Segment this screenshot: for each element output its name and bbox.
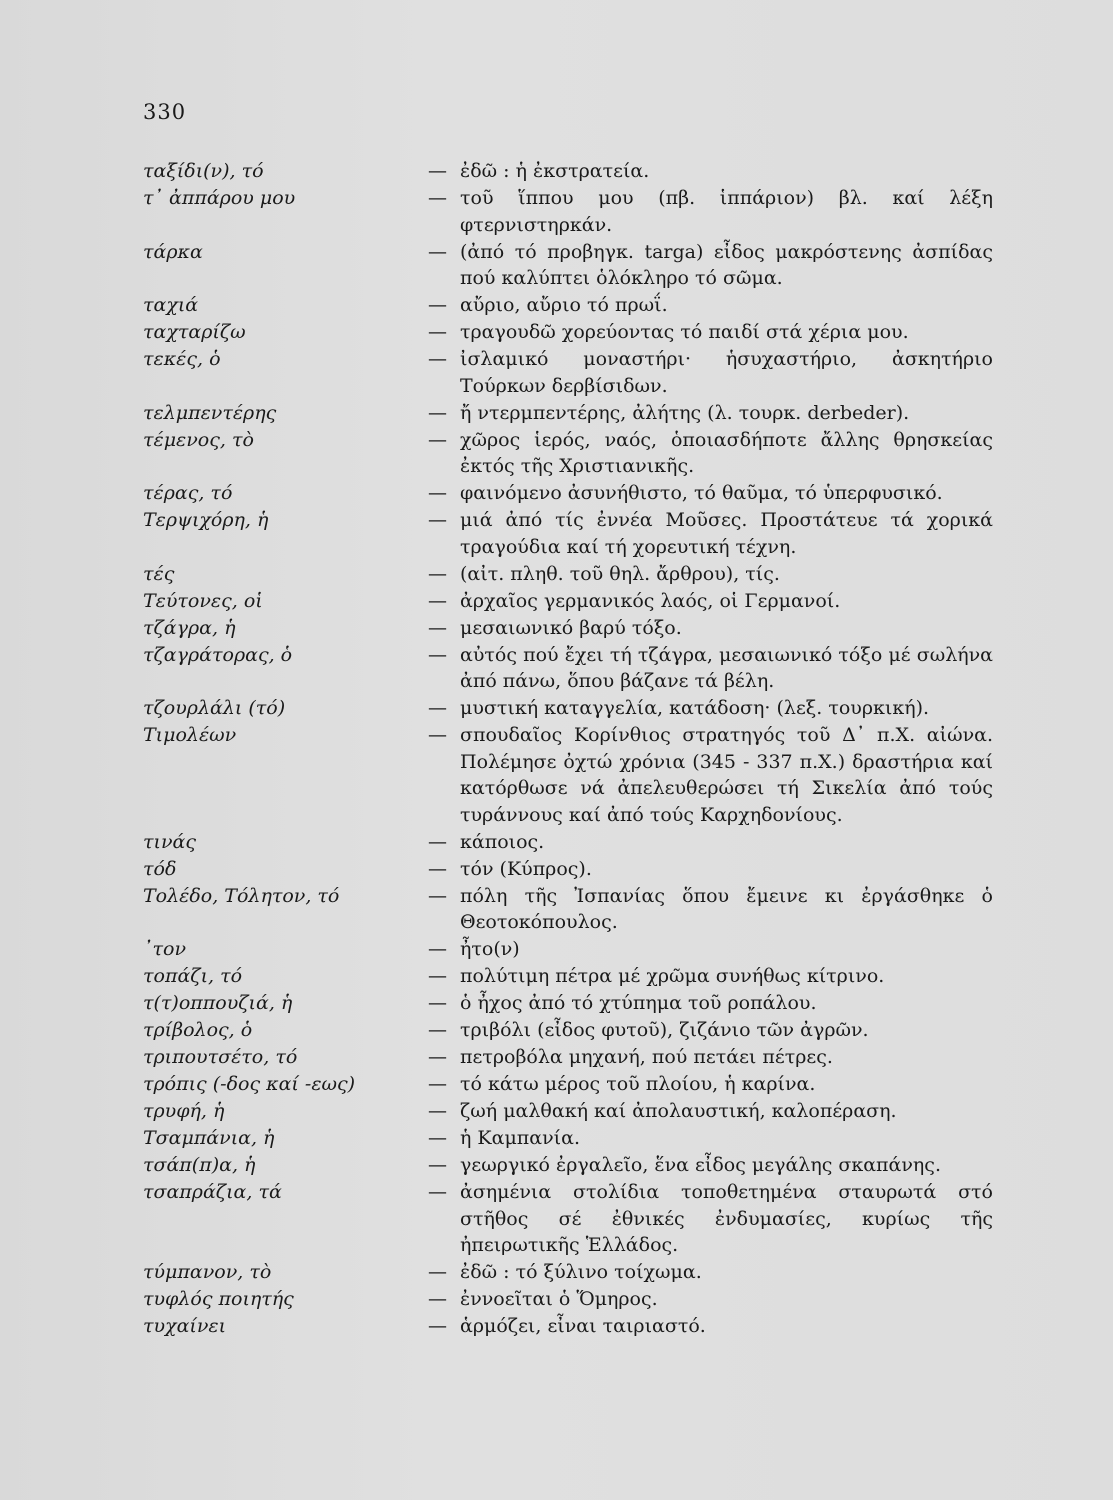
em-dash: — [428,428,447,451]
glossary-definition: χῶρος ἱερός, ναός, ὁποιασδήποτε ἄλλης θρησκείας ἐκτός τῆς Χριστιανικῆς. [460,428,993,477]
glossary-definition: ὁ ἦχος ἀπό τό χτύπημα τοῦ ροπάλου. [460,992,817,1014]
em-dash: — [428,482,447,504]
glossary-definition: κάποιος. [460,830,545,853]
glossary-entry [143,158,993,185]
glossary-definition: μιά ἀπό τίς ἐννέα Μοῦσες. Προστάτευε τά χορικά τραγούδια καί τή χορευτική τέχνη. [460,509,993,558]
glossary-term: τοπάζι, τό [143,965,243,987]
glossary-entry [143,1044,993,1071]
glossary-entry [143,615,993,642]
em-dash: — [428,857,447,880]
em-dash: — [428,187,447,209]
glossary-definition: ἰσλαμικό μοναστήρι· ἡσυχαστήριο, ἀσκητήριο Τούρκων δερβίσιδων. [460,348,993,397]
glossary-definition: τόν (Κύπρος). [460,857,592,880]
em-dash: — [428,1181,447,1203]
glossary-term: τυφλός ποιητής [143,1288,294,1310]
em-dash: — [428,1073,447,1095]
glossary-entry [143,507,993,560]
glossary-entry [143,239,993,292]
glossary-entry [143,856,993,883]
glossary-term: τέμενος, τὸ [143,428,254,451]
glossary-definition: ἁρμόζει, εἶναι ταιριαστό. [460,1315,706,1337]
em-dash: — [428,1100,447,1122]
glossary-entry [143,1286,993,1313]
glossary-term: τόδ [143,857,177,880]
em-dash: — [428,965,447,987]
glossary-entry [143,480,993,507]
glossary-definition: ἀρχαῖος γερμανικός λαός, οἱ Γερμανοί. [460,589,841,612]
glossary-entry [143,1259,993,1286]
em-dash: — [428,562,447,585]
glossary-term: τύμπανον, τὸ [143,1261,272,1283]
em-dash: — [428,1288,447,1310]
em-dash: — [428,1046,447,1068]
glossary-entry [143,829,993,856]
em-dash: — [428,992,447,1014]
glossary-definition: (αἰτ. πληθ. τοῦ θηλ. ἄρθρου), τίς. [460,562,780,585]
glossary-entry [143,1098,993,1125]
em-dash: — [428,724,447,746]
glossary-definition: ἐδῶ : τό ξύλινο τοίχωμα. [460,1261,702,1283]
em-dash: — [428,240,447,263]
glossary-term: τριπουτσέτο, τό [143,1046,298,1068]
glossary-entry [143,1313,993,1340]
glossary-term: τεκές, ὁ [143,348,221,370]
glossary-term: τζουρλάλι (τό) [143,697,286,719]
glossary-term: τάρκα [143,240,203,263]
em-dash: — [428,321,447,343]
glossary-entry [143,292,993,319]
glossary-term: τρυφή, ἡ [143,1100,225,1122]
glossary-term: ταξίδι(ν), τό [143,160,264,182]
glossary-entry [143,642,993,695]
glossary-term: τσαπράζια, τά [143,1181,282,1203]
glossary-entry [143,990,993,1017]
em-dash: — [428,1019,447,1041]
glossary-term: Τεύτονες, οἱ [143,589,263,612]
glossary-term: τ(τ)οππουζιά, ἡ [143,992,293,1014]
page-number: 330 [143,100,187,124]
glossary-definition: φαινόμενο ἀσυνήθιστο, τό θαῦμα, τό ὑπερφυσικό. [460,482,943,504]
em-dash: — [428,643,447,666]
glossary-definition: πετροβόλα μηχανή, πού πετάει πέτρες. [460,1046,833,1068]
glossary-definition: αὐτός πού ἔχει τή τζάγρα, μεσαιωνικό τόξο μέ σωλήνα ἀπό πάνω, ὅπου βάζανε τά βέλη. [460,643,993,692]
glossary-entry [143,695,993,722]
glossary-definition: τό κάτω μέρος τοῦ πλοίου, ἡ καρίνα. [460,1073,816,1095]
glossary-definition: ἦτο(ν) [460,938,520,960]
glossary-term: Τσαμπάνια, ἡ [143,1127,275,1149]
glossary-term: τές [143,562,175,585]
em-dash: — [428,830,447,853]
glossary-term: Τολέδο, Τόλητον, τό [143,884,340,907]
glossary-list [143,158,993,1340]
glossary-entry [143,883,993,936]
glossary-term: ᾽τον [143,938,187,960]
em-dash: — [428,697,447,719]
em-dash: — [428,1154,447,1176]
glossary-term: Τερψιχόρη, ἡ [143,509,269,531]
glossary-definition: τραγουδῶ χορεύοντας τό παιδί στά χέρια μου. [460,321,909,343]
glossary-entry [143,1152,993,1179]
glossary-definition: πολύτιμη πέτρα μέ χρῶμα συνήθως κίτρινο. [460,965,885,987]
glossary-definition: τοῦ ἵππου μου (πβ. ἱππάριον) βλ. καί λέξη φτερνιστηρκάν. [460,187,993,236]
glossary-definition: ζωή μαλθακή καί ἀπολαυστική, καλοπέραση. [460,1100,897,1122]
em-dash: — [428,1127,447,1149]
glossary-entry [143,1017,993,1044]
glossary-entry [143,1179,993,1259]
glossary-definition: ἐννοεῖται ὁ Ὅμηρος. [460,1288,658,1310]
em-dash: — [428,616,447,639]
glossary-term: τσάπ(π)α, ἡ [143,1154,256,1176]
glossary-definition: μυστική καταγγελία, κατάδοση· (λεξ. τουρκική). [460,697,930,719]
em-dash: — [428,160,447,182]
glossary-entry [143,561,993,588]
glossary-entry [143,319,993,346]
glossary-entry [143,722,993,828]
glossary-entry [143,427,993,480]
glossary-definition: γεωργικό ἐργαλεῖο, ἕνα εἶδος μεγάλης σκαπάνης. [460,1154,941,1176]
em-dash: — [428,938,447,960]
em-dash: — [428,294,447,316]
glossary-definition: ἤ ντερμπεντέρης, ἀλήτης (λ. τουρκ. derbeder). [460,401,910,424]
glossary-term: τρόπις (-δος καί -εως) [143,1073,356,1095]
em-dash: — [428,401,447,424]
glossary-definition: αὔριο, αὔριο τό πρωΐ. [460,294,668,316]
glossary-entry [143,936,993,963]
glossary-entry [143,400,993,427]
em-dash: — [428,348,447,370]
glossary-definition: πόλη τῆς Ἰσπανίας ὅπου ἔμεινε κι ἐργάσθηκε ὁ Θεοτοκόπουλος. [460,884,993,933]
glossary-term: τζαγράτορας, ὁ [143,643,293,666]
em-dash: — [428,1315,447,1337]
glossary-entry [143,1071,993,1098]
glossary-entry [143,1125,993,1152]
glossary-term: ταχταρίζω [143,321,246,343]
glossary-definition: ἡ Καμπανία. [460,1127,580,1149]
glossary-entry [143,963,993,990]
em-dash: — [428,509,447,531]
glossary-definition: (ἀπό τό προβηγκ. targa) εἶδος μακρόστενης ἀσπίδας πού καλύπτει ὁλόκληρο τό σῶμα. [460,240,993,289]
glossary-definition: ἀσημένια στολίδια τοποθετημένα σταυρωτά στό στῆθος σέ ἐθνικές ἐνδυμασίες, κυρίως τῆς ἠπειρωτικῆς Ἑλλάδος. [460,1181,993,1256]
glossary-entry [143,185,993,238]
glossary-entry [143,588,993,615]
glossary-term: ταχιά [143,294,199,316]
glossary-term: τέρας, τό [143,482,233,504]
glossary-term: τ᾽ ἀππάρου μου [143,187,296,209]
em-dash: — [428,884,447,907]
glossary-term: τυχαίνει [143,1315,227,1337]
glossary-term: Τιμολέων [143,724,237,746]
em-dash: — [428,1261,447,1283]
glossary-term: τινάς [143,830,196,853]
em-dash: — [428,589,447,612]
glossary-definition: σπουδαῖος Κορίνθιος στρατηγός τοῦ Δ᾽ π.Χ. αἰώνα. Πολέμησε ὀχτώ χρόνια (345 - 337 π.Χ.) δραστήρια καί κατόρθωσε νά ἀπελευθερώσει τή Σικελία ἀπό τούς τυράννους καί ἀπό τούς Καρχηδονίους. [460,724,993,826]
glossary-term: τελμπεντέρης [143,401,277,424]
glossary-definition: ἐδῶ : ἡ ἐκστρατεία. [460,160,650,182]
glossary-term: τζάγρα, ἡ [143,616,236,639]
glossary-definition: τριβόλι (εἶδος φυτοῦ), ζιζάνιο τῶν ἀγρῶν. [460,1019,869,1041]
glossary-entry [143,346,993,399]
glossary-term: τρίβολος, ὁ [143,1019,253,1041]
glossary-definition: μεσαιωνικό βαρύ τόξο. [460,616,682,639]
